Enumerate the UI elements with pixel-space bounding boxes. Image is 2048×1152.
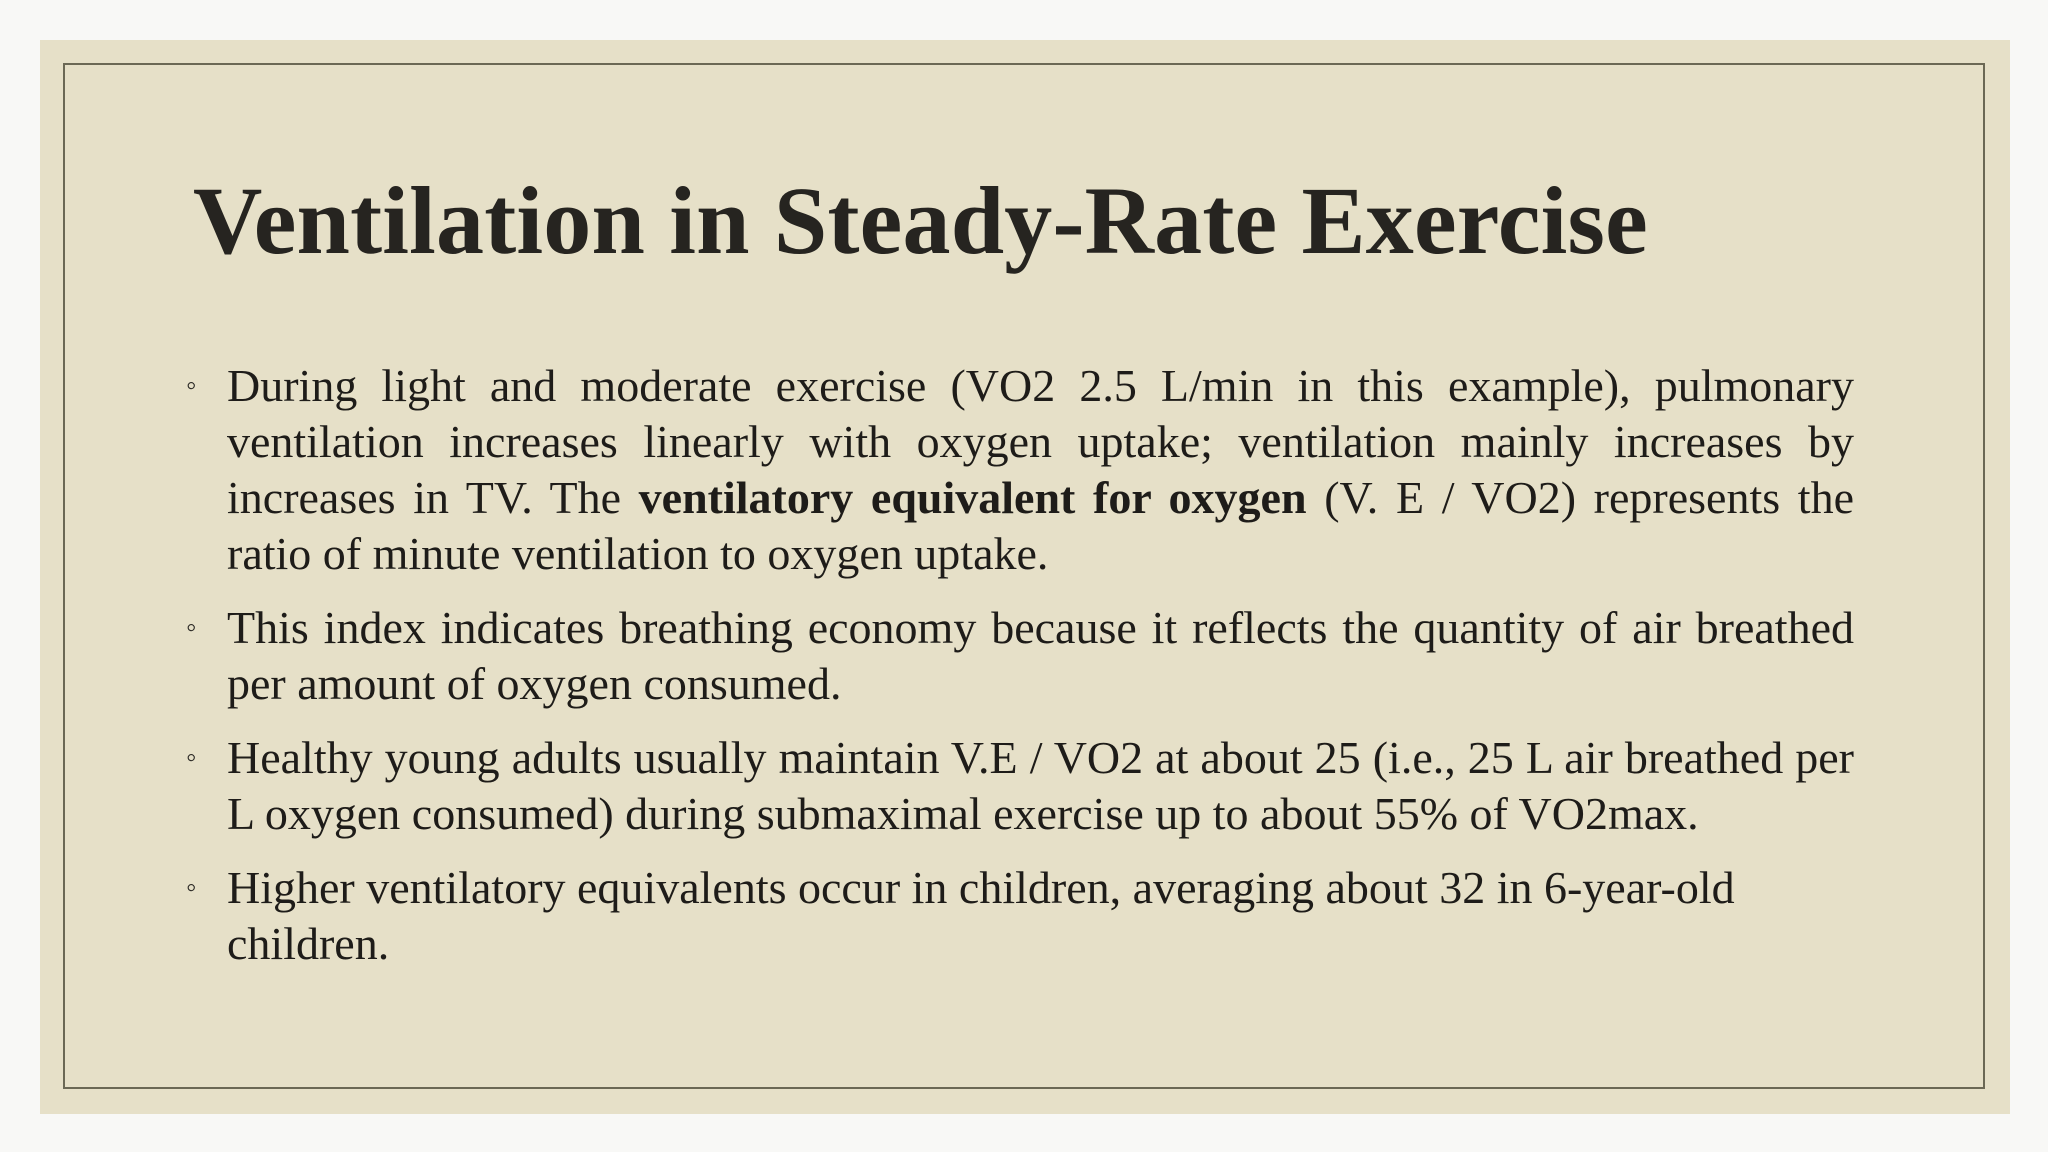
hollow-circle-bullet-icon: ◦: [186, 611, 197, 644]
hollow-circle-bullet-icon: ◦: [186, 871, 197, 904]
bullet-item-children: [186, 860, 1854, 972]
bullet-item-healthy-adults: [186, 730, 1854, 842]
slide-title: Ventilation in Steady-Rate Exercise: [193, 167, 1648, 274]
bullet-list: [186, 358, 1854, 990]
hollow-circle-bullet-icon: ◦: [186, 369, 197, 402]
bullet-text: Higher ventilatory equivalents occur in children, averaging about 32 in 6-year-old children.: [227, 862, 1735, 969]
bullet-text: Healthy young adults usually maintain V.E / VO2 at about 25 (i.e., 25 L air breathed per L oxygen consumed) during submaximal exercise up to about 55% of VO2max.: [227, 732, 1854, 839]
bullet-text: (V. E / VO2) represents the ratio of minute ventilation to oxygen uptake.: [227, 472, 1854, 579]
hollow-circle-bullet-icon: ◦: [186, 741, 197, 774]
slide: [40, 40, 2010, 1114]
bullet-text: This index indicates breathing economy because it reflects the quantity of air breathed per amount of oxygen consumed.: [227, 602, 1854, 709]
bullet-bold-term: ventilatory equivalent for oxygen: [638, 472, 1307, 523]
bullet-item-ventilation-increase: [186, 358, 1854, 582]
bullet-item-breathing-economy: [186, 600, 1854, 712]
bullet-text: During light and moderate exercise (VO2 2.5 L/min in this example), pulmonary ventilation increases linearly with oxygen uptake; ventilation mainly increases by increases in TV. The: [227, 360, 1854, 523]
